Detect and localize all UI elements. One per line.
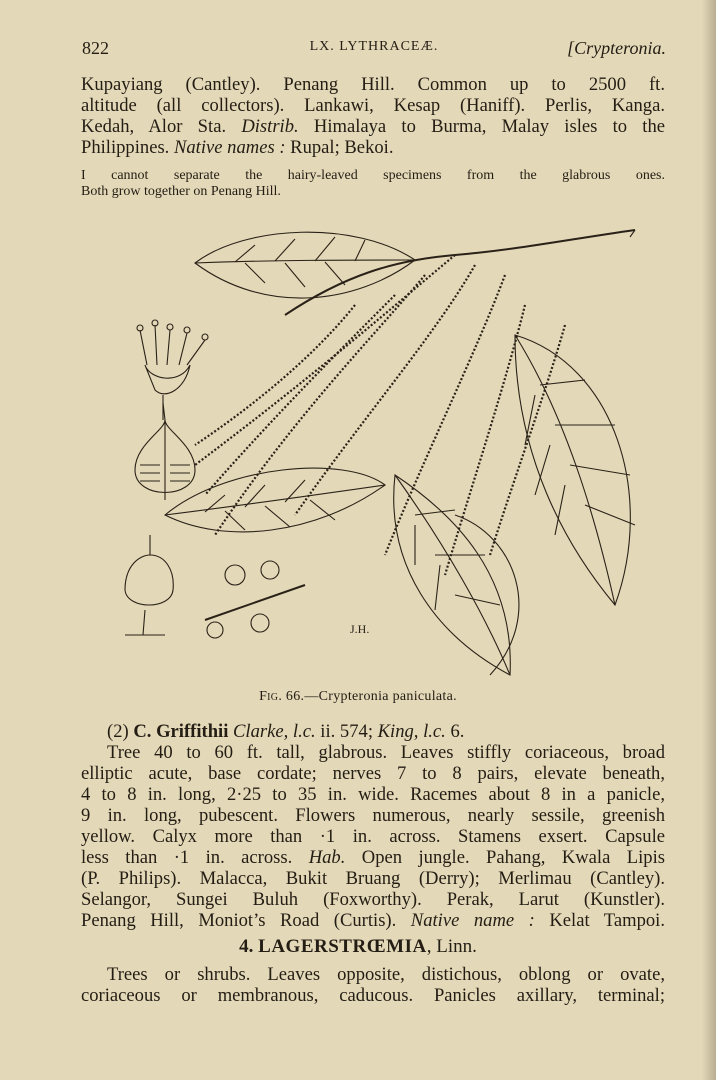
capsule-section [135, 403, 195, 500]
text-line: (P. Philips). Malacca, Bukit Bruang (Derry); Merlimau (Cantley). [81, 868, 665, 889]
main-stem [285, 230, 635, 315]
species-paragraph [81, 721, 665, 931]
figure-title: —Crypteronia paniculata. [304, 689, 457, 704]
illustrator-initials: J.H. [350, 622, 370, 636]
text-line: Kedah, Alor Sta. Distrib. Himalaya to Burma, Malay isles to the [81, 116, 665, 137]
text-line: Penang Hill, Moniot’s Road (Curtis). Native name : Kelat Tampoi. [81, 910, 665, 931]
species-name: C. Griffithii [133, 721, 229, 742]
note-paragraph [81, 168, 665, 200]
figure-label: Fig. 66. [259, 689, 305, 704]
leaf [515, 335, 630, 605]
hab-label: Hab. [308, 847, 346, 868]
distrib-label: Distrib. [241, 116, 299, 137]
text-line: less than ·1 in. across. Hab. Open jungle. Pahang, Kwala Lipis [81, 847, 665, 868]
text-line: yellow. Calyx more than ·1 in. across. Stamens exsert. Capsule [81, 826, 665, 847]
page-number: 822 [82, 38, 109, 58]
text-line: Trees or shrubs. Leaves opposite, distichous, oblong or ovate, [107, 964, 665, 985]
genus-name: LAGERSTRŒMIA [258, 936, 427, 957]
native-name-label: Native name : [410, 910, 535, 931]
leaf [455, 515, 519, 675]
genus-heading: 4. LAGERSTRŒMIA, Linn. [239, 936, 477, 957]
text-line: 4 to 8 in. long, 2·25 to 35 in. wide. Racemes about 8 in a panicle, [81, 784, 665, 805]
leaf [394, 475, 511, 675]
capsule-detail [125, 535, 173, 635]
text-line: Philippines. Native names : Rupal; Bekoi. [81, 137, 394, 158]
text-line: Kupayiang (Cantley). Penang Hill. Common up to 2500 ft. [81, 74, 665, 95]
text-line: elliptic acute, base cordate; nerves 7 to 8 pairs, elevate beneath, [81, 763, 665, 784]
text-line: 9 in. long, pubescent. Flowers numerous, nearly sessile, greenish [81, 805, 665, 826]
text-line: Tree 40 to 60 ft. tall, glabrous. Leaves stiffly coriaceous, broad [107, 742, 665, 763]
text-line: Selangor, Sungei Buluh (Foxworthy). Perak, Larut (Kunstler). [81, 889, 665, 910]
text-line: coriaceous or membranous, caducous. Panicles axillary, terminal; [81, 985, 665, 1006]
running-head [82, 38, 666, 60]
species-heading: (2) C. Griffithii Clarke, l.c. ii. 574; King, l.c. 6. [107, 721, 465, 742]
running-genus: [Crypteronia. [567, 38, 666, 58]
racemes [195, 255, 565, 575]
botanical-illustration [95, 215, 655, 685]
leaf [195, 232, 415, 298]
figure-caption [0, 689, 716, 705]
genus-description [81, 964, 665, 1006]
fruit-twig [205, 585, 305, 620]
section-title: LX. LYTHRACEÆ. [309, 39, 439, 54]
text-line: altitude (all collectors). Lankawi, Kesap (Haniff). Perlis, Kanga. [81, 95, 665, 116]
note-line: Both grow together on Penang Hill. [81, 184, 281, 199]
native-names-label: Native names : [173, 137, 286, 158]
flower-detail [137, 320, 208, 420]
note-line: I cannot separate the hairy-leaved specimens from the glabrous ones. [81, 168, 665, 183]
intro-paragraph [81, 74, 665, 158]
